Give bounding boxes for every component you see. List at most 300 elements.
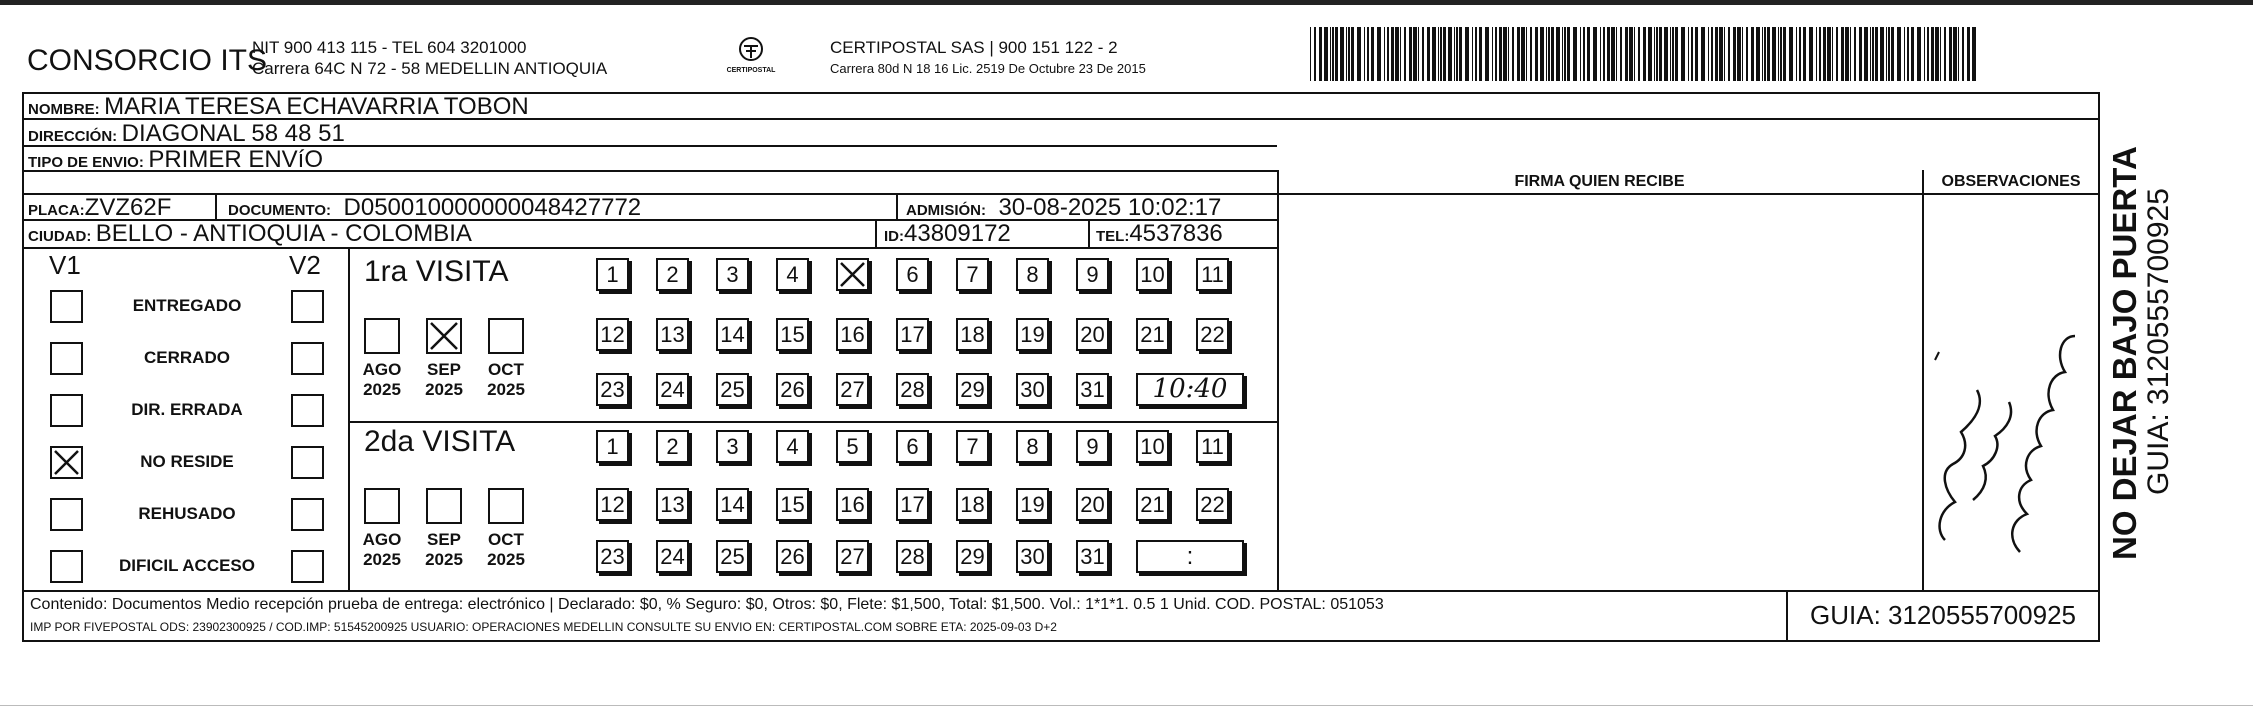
day-box[interactable]: 3 [716,430,749,463]
barcode-bar [1479,27,1482,81]
day-box[interactable]: 8 [1016,430,1049,463]
barcode-bar [1340,27,1344,81]
documento-row [228,194,641,222]
barcode-bar [1593,27,1597,81]
visit-title: 1ra VISITA [364,255,509,288]
barcode-bar [1472,27,1473,81]
x-mark-icon [52,448,81,477]
v2-checkbox[interactable] [291,342,324,375]
nombre-value: MARIA TERESA ECHAVARRIA TOBON [104,93,529,120]
day-box[interactable]: 31 [1076,373,1109,406]
day-box[interactable]: 15 [776,488,809,521]
nombre-label: NOMBRE: [28,101,100,118]
v1-checkbox[interactable] [50,498,83,531]
barcode-bar [1551,27,1554,81]
certipostal-logo-icon [736,36,766,64]
recipient-signature [1925,240,2097,585]
day-box[interactable]: 25 [716,540,749,573]
barcode-bar [1440,27,1442,81]
month-checkbox[interactable] [426,318,462,354]
barcode-bar [1643,27,1646,81]
tipo-row [28,146,323,174]
month-checkbox[interactable] [426,488,462,524]
day-box[interactable]: 23 [596,540,629,573]
month-label [416,360,472,400]
month-year: 2025 [363,380,401,399]
day-box[interactable]: 10 [1136,258,1169,291]
barcode-bar [1620,27,1622,81]
nombre-row [28,93,529,121]
day-box[interactable]: 22 [1196,318,1229,351]
day-box[interactable]: 16 [836,318,869,351]
day-box[interactable]: 1 [596,258,629,291]
barcode-bar [1404,27,1406,81]
barcode-bar [1711,27,1713,81]
barcode-bar [1799,27,1801,81]
barcode-bar [1737,27,1741,81]
barcode-bar [1607,27,1610,81]
barcode-bar [1526,27,1527,81]
day-box[interactable]: 30 [1016,540,1049,573]
barcode-bar [1548,27,1550,81]
barcode-bar [1880,27,1884,81]
barcode-bar [1377,27,1381,81]
barcode-bar [1556,27,1560,81]
barcode-bar [1841,27,1844,81]
barcode-bar [1573,27,1577,81]
day-box[interactable]: 29 [956,373,989,406]
day-box[interactable]: 20 [1076,488,1109,521]
day-box[interactable]: 11 [1196,430,1229,463]
day-box[interactable]: 4 [776,430,809,463]
day-box[interactable]: 1 [596,430,629,463]
barcode-bar [1475,27,1477,81]
barcode-bar [1854,27,1856,81]
placa-label: PLACA: [28,202,85,219]
v2-checkbox[interactable] [291,550,324,583]
status-label: DIFICIL ACCESO [118,556,255,575]
barcode-bar [1827,27,1831,81]
day-box[interactable]: 16 [836,488,869,521]
barcode-bar [1832,27,1833,81]
barcode-bar [1409,27,1412,81]
x-mark-icon [428,320,460,352]
barcode-bar [1448,27,1452,81]
barcode-bar [1492,27,1493,81]
barcode-bar [1427,27,1430,81]
barcode-bar [1859,27,1862,81]
day-box[interactable]: 4 [776,258,809,291]
barcode-bar [1864,27,1868,81]
barcode-bar [1346,27,1347,81]
barcode-bar [1850,27,1851,81]
barcode-bar [1783,27,1786,81]
footer-contenido: Contenido: Documentos Medio recepción prueba de entrega: electrónico | Declarado: $0, % Seguro: $0, Otros: $0, Flete: $1,500, Total: $1,500. Vol.: 1*1*1. 0.5 1 Unid. COD. POSTAL: 051053 [30,596,1384,613]
barcode-bar [1495,27,1497,81]
barcode-bar [1670,27,1671,81]
barcode [1310,27,1982,81]
tel-value: 4537836 [1129,220,1223,247]
barcode-bar [1413,27,1417,81]
barcode-bar [1897,27,1901,81]
v1-header: V1 [49,250,81,280]
barcode-bar [1314,27,1316,81]
day-box[interactable]: 31 [1076,540,1109,573]
barcode-bar [1535,27,1538,81]
day-box[interactable]: 6 [896,430,929,463]
barcode-bar [1953,27,1957,81]
day-box[interactable]: 2 [656,258,689,291]
month-checkbox[interactable] [364,488,400,524]
v1-checkbox[interactable] [50,290,83,323]
barcode-bar [1391,27,1394,81]
month-label [478,360,534,400]
barcode-bar [1499,27,1502,81]
barcode-bar [1508,27,1509,81]
barcode-bar [1530,27,1532,81]
courier-line1: CERTIPOSTAL SAS | 900 151 122 - 2 [830,38,1118,57]
barcode-bar [1351,27,1354,81]
documento-value: D050010000000048427772 [343,194,642,221]
id-row [884,220,1011,248]
day-box[interactable]: 6 [896,258,929,291]
barcode-bar [1371,27,1374,81]
month-year: 2025 [487,380,525,399]
barcode-bar [1911,27,1914,81]
barcode-bar [1708,27,1709,81]
firma-label: FIRMA QUIEN RECIBE [1514,173,1685,190]
visit-title: 2da VISITA [364,425,516,458]
bottom-rule [0,705,2253,706]
barcode-bar [1907,27,1909,81]
day-box[interactable]: 8 [1016,258,1049,291]
barcode-bar [1546,27,1547,81]
barcode-bar [1540,27,1544,81]
barcode-bar [1654,27,1655,81]
day-box[interactable] [836,258,869,291]
id-value: 43809172 [904,220,1011,247]
barcode-bar [1611,27,1615,81]
barcode-bar [1715,27,1718,81]
barcode-bar [1756,27,1760,81]
barcode-bar [1564,27,1566,81]
barcode-bar [1836,27,1838,81]
barcode-bar [1691,27,1693,81]
barcode-bar [1503,27,1507,81]
day-box[interactable]: 26 [776,373,809,406]
day-box[interactable]: 9 [1076,430,1109,463]
time-box[interactable]: : [1136,540,1244,573]
barcode-bar [1517,27,1520,81]
barcode-bar [1886,27,1887,81]
barcode-bar [1872,27,1874,81]
barcode-bar [1701,27,1705,81]
barcode-bar [1521,27,1525,81]
month-name: OCT [488,360,524,379]
month-label [478,530,534,570]
barcode-bar [1512,27,1514,81]
admision-value: 30-08-2025 10:02:17 [998,194,1222,221]
barcode-bar [1823,27,1826,81]
direccion-label: DIRECCIÓN: [28,128,118,145]
barcode-bar [1587,27,1590,81]
tipo-label: TIPO DE ENVIO: [28,154,144,171]
v2-header: V2 [289,250,321,280]
barcode-bar [1819,27,1821,81]
month-label [354,360,410,400]
v2-checkbox[interactable] [291,394,324,427]
barcode-bar [1967,27,1970,81]
barcode-bar [1485,27,1489,81]
day-box[interactable]: 14 [716,318,749,351]
barcode-bar [1580,27,1581,81]
day-box[interactable]: 9 [1076,258,1109,291]
barcode-bar [1567,27,1570,81]
barcode-bar [1659,27,1662,81]
barcode-bar [1762,27,1763,81]
month-name: AGO [362,530,402,549]
barcode-bar [1924,27,1925,81]
barcode-bar [1454,27,1455,81]
barcode-bar [1803,27,1806,81]
barcode-bar [1465,27,1469,81]
admision-row [906,194,1221,222]
day-box[interactable]: 3 [716,258,749,291]
barcode-bar [1387,27,1389,81]
placa-value: ZVZ62F [84,194,172,221]
company-address: Carrera 64C N 72 - 58 MEDELLIN ANTIOQUIA [252,59,608,78]
day-box[interactable]: 25 [716,373,749,406]
day-box[interactable]: 19 [1016,318,1049,351]
barcode-bar [1348,27,1350,81]
barcode-bar [1789,27,1793,81]
barcode-bar [1904,27,1905,81]
day-box[interactable]: 17 [896,488,929,521]
barcode-bar [1438,27,1439,81]
barcode-bar [1681,27,1685,81]
barcode-bar [1816,27,1817,81]
documento-label: DOCUMENTO: [228,202,332,219]
day-box[interactable]: 27 [836,540,869,573]
day-box[interactable]: 13 [656,488,689,521]
barcode-bar [1357,27,1361,81]
barcode-bar [1332,27,1334,81]
month-checkbox[interactable] [364,318,400,354]
barcode-bar [1324,27,1328,81]
day-box[interactable]: 14 [716,488,749,521]
barcode-bar [1395,27,1399,81]
barcode-bar [1719,27,1723,81]
observaciones-label: OBSERVACIONES [1941,173,2081,190]
month-label [354,530,410,570]
day-box[interactable]: 30 [1016,373,1049,406]
company-nit: NIT 900 413 115 - TEL 604 3201000 [252,38,527,57]
barcode-bar [1656,27,1658,81]
v1-checkbox[interactable] [50,394,83,427]
id-label: ID: [884,228,904,245]
barcode-bar [1634,27,1635,81]
barcode-bar [1809,27,1813,81]
day-box[interactable]: 7 [956,430,989,463]
month-name: SEP [426,530,462,549]
barcode-bar [1616,27,1617,81]
month-checkbox[interactable] [488,488,524,524]
month-name: AGO [362,360,402,379]
barcode-bar [1927,27,1929,81]
tel-label: TEL: [1096,228,1130,245]
barcode-bar [1562,27,1563,81]
barcode-bar [1891,27,1894,81]
barcode-bar [1310,27,1311,81]
footer-imp-line: IMP POR FIVEPOSTAL ODS: 23902300925 / COD.IMP: 51545200925 USUARIO: OPERACIONES MEDELLIN CONSULTE SU ENVIO EN: CERTIPOSTAL.COM SOBRE ETA: 2025-09-03 D+2 [30,620,1057,634]
top-border [0,0,2253,5]
barcode-bar [1648,27,1652,81]
day-box[interactable]: 24 [656,540,689,573]
status-label: NO RESIDE [140,452,234,471]
barcode-bar [1422,27,1424,81]
barcode-bar [1367,27,1369,81]
admision-label: ADMISIÓN: [906,202,986,219]
month-name: SEP [426,360,462,379]
barcode-bar [1688,27,1689,81]
month-year: 2025 [425,550,463,569]
barcode-bar [1672,27,1674,81]
barcode-bar [1432,27,1436,81]
barcode-bar [1958,27,1959,81]
barcode-bar [1443,27,1446,81]
barcode-bar [1780,27,1782,81]
day-box[interactable]: 29 [956,540,989,573]
barcode-bar [1675,27,1678,81]
day-box[interactable]: 22 [1196,488,1229,521]
day-box[interactable]: 19 [1016,488,1049,521]
day-box[interactable]: 26 [776,540,809,573]
day-box[interactable]: 2 [656,430,689,463]
barcode-bar [1764,27,1766,81]
month-checkbox[interactable] [488,318,524,354]
barcode-bar [1742,27,1743,81]
direccion-row [28,120,345,148]
status-label: DIR. ERRADA [131,400,243,419]
barcode-bar [1384,27,1385,81]
day-box[interactable]: 12 [596,488,629,521]
day-box[interactable]: 28 [896,373,929,406]
v1-checkbox[interactable] [50,342,83,375]
side-warning: NO DEJAR BAJO PUERTA [2106,146,2143,560]
day-box[interactable]: 23 [596,373,629,406]
day-box[interactable]: 15 [776,318,809,351]
barcode-bar [1459,27,1462,81]
barcode-bar [1944,27,1946,81]
barcode-bar [1583,27,1585,81]
v1-checkbox[interactable] [50,550,83,583]
day-box[interactable]: 18 [956,318,989,351]
ciudad-value: BELLO - ANTIOQUIA - COLOMBIA [95,220,472,247]
time-box[interactable]: 10:40 [1136,373,1244,406]
day-box[interactable]: 18 [956,488,989,521]
barcode-bar [1728,27,1730,81]
barcode-bar [1364,27,1365,81]
ciudad-label: CIUDAD: [28,228,92,245]
barcode-bar [1935,27,1939,81]
barcode-bar [1888,27,1890,81]
barcode-bar [1751,27,1754,81]
barcode-bar [1940,27,1941,81]
tel-row [1096,220,1223,248]
v2-checkbox[interactable] [291,290,324,323]
day-box[interactable]: 5 [836,430,869,463]
day-box[interactable]: 17 [896,318,929,351]
barcode-bar [1629,27,1633,81]
barcode-bar [1724,27,1725,81]
day-box[interactable]: 24 [656,373,689,406]
day-box[interactable]: 21 [1136,318,1169,351]
barcode-bar [1796,27,1797,81]
barcode-bar [1931,27,1934,81]
signature-drawing [1925,240,2097,585]
barcode-bar [1335,27,1338,81]
month-year: 2025 [425,380,463,399]
x-mark-icon [838,260,867,289]
barcode-bar [1330,27,1331,81]
side-guia: GUIA: 3120555700925 [2142,188,2175,495]
v2-checkbox[interactable] [291,498,324,531]
barcode-bar [1917,27,1921,81]
v2-checkbox[interactable] [291,446,324,479]
barcode-bar [1400,27,1401,81]
day-box[interactable]: 27 [836,373,869,406]
day-box[interactable]: 13 [656,318,689,351]
day-box[interactable]: 21 [1136,488,1169,521]
day-box[interactable]: 28 [896,540,929,573]
day-box[interactable]: 7 [956,258,989,291]
barcode-bar [1972,27,1976,81]
barcode-bar [1845,27,1849,81]
day-box[interactable]: 12 [596,318,629,351]
day-box[interactable]: 10 [1136,430,1169,463]
barcode-bar [1870,27,1871,81]
barcode-bar [1733,27,1736,81]
barcode-bar [1625,27,1628,81]
barcode-bar [1603,27,1605,81]
day-box[interactable]: 20 [1076,318,1109,351]
status-label: CERRADO [144,348,230,367]
barcode-bar [1664,27,1668,81]
barcode-bar [1695,27,1698,81]
month-year: 2025 [363,550,401,569]
placa-row [28,194,171,222]
month-name: OCT [488,530,524,549]
barcode-bar [1319,27,1322,81]
month-label [416,530,472,570]
barcode-bar [1767,27,1770,81]
day-box[interactable]: 11 [1196,258,1229,291]
barcode-bar [1418,27,1419,81]
status-label: REHUSADO [138,504,236,523]
company-name: CONSORCIO ITS [27,44,268,77]
certipostal-logo [726,36,776,74]
barcode-bar [1456,27,1458,81]
ciudad-row [28,220,472,248]
logo-text: CERTIPOSTAL [726,67,776,74]
v1-checkbox[interactable] [50,446,83,479]
barcode-bar [1875,27,1878,81]
barcode-bar [1600,27,1601,81]
barcode-bar [1962,27,1964,81]
barcode-bar [1638,27,1640,81]
barcode-bar [1772,27,1776,81]
month-year: 2025 [487,550,525,569]
